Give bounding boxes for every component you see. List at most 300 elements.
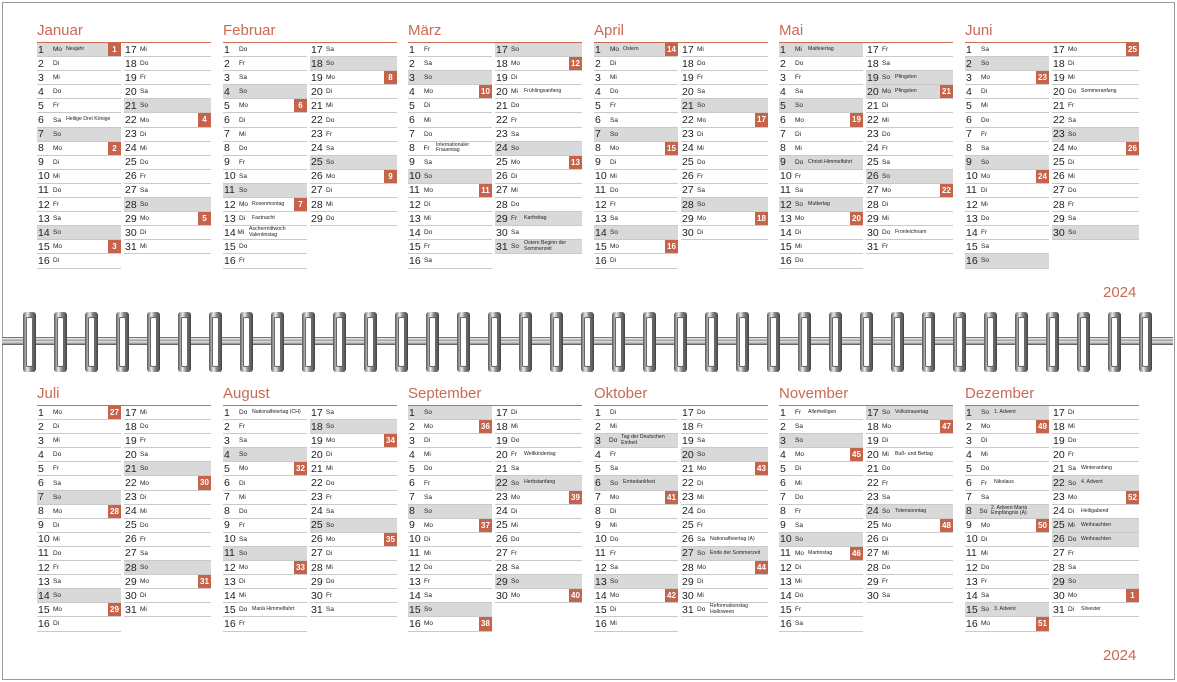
day-number: 5	[780, 99, 786, 112]
day-row	[310, 462, 397, 476]
day-row	[866, 71, 953, 85]
weekday-label: Mo	[326, 74, 336, 82]
weekday-label: Mi	[697, 144, 704, 152]
day-row	[495, 184, 582, 198]
weekday-label: Do	[239, 606, 248, 614]
weekday-label: Do	[697, 409, 706, 417]
day-number: 23	[1053, 128, 1065, 141]
weekday-label: Fr	[239, 158, 246, 166]
week-number-badge: 17	[755, 113, 768, 126]
day-number: 12	[966, 561, 978, 574]
day-row	[310, 406, 397, 420]
weekday-label: Mo	[981, 172, 991, 180]
day-number: 21	[682, 99, 694, 112]
day-row	[594, 505, 678, 519]
month-name: Januar	[37, 22, 83, 39]
day-row	[866, 226, 953, 240]
day-number: 20	[682, 448, 694, 461]
holiday-note: 1. Advent	[994, 408, 1016, 415]
weekday-label: Sa	[140, 88, 148, 96]
day-number: 27	[682, 184, 694, 197]
day-row	[779, 113, 863, 127]
day-number: 16	[224, 254, 236, 267]
day-row	[594, 156, 678, 170]
weekday-label: Do	[326, 578, 335, 586]
month-name: April	[594, 22, 625, 39]
holiday-note: Neujahr	[66, 45, 85, 52]
weekday-label: Di	[1068, 606, 1075, 614]
day-number: 8	[966, 505, 972, 518]
day-row	[594, 240, 678, 254]
day-number: 3	[966, 434, 972, 447]
day-row	[37, 142, 121, 156]
day-number: 24	[311, 505, 323, 518]
spiral-ring	[550, 312, 563, 372]
day-row	[681, 547, 768, 561]
weekday-label: Do	[1068, 437, 1077, 445]
day-row	[681, 57, 768, 71]
weekday-label: Di	[1068, 507, 1075, 515]
weekday-label: Do	[424, 229, 433, 237]
weekday-label: Sa	[239, 437, 247, 445]
day-number: 4	[780, 85, 786, 98]
day-number: 6	[224, 477, 230, 490]
spiral-ring	[1108, 312, 1121, 372]
weekday-label: Sa	[140, 549, 148, 557]
weekday-label: Di	[140, 493, 147, 501]
holiday-note: Nationalfeiertag (A)	[710, 535, 755, 542]
day-number: 1	[38, 43, 44, 56]
holiday-note: Ostern Beginn der Sommerzeit	[524, 240, 567, 252]
spiral-ring	[178, 312, 191, 372]
day-row	[408, 184, 492, 198]
weekday-label: Di	[53, 423, 60, 431]
day-row	[681, 113, 768, 127]
day-number: 10	[966, 533, 978, 546]
day-row	[965, 198, 1049, 212]
day-number: 23	[311, 491, 323, 504]
weekday-label: Di	[610, 60, 617, 68]
day-number: 1	[38, 406, 44, 419]
day-number: 10	[780, 533, 792, 546]
day-row	[1052, 156, 1139, 170]
weekday-label: Di	[326, 186, 333, 194]
weekday-label: So	[610, 578, 618, 586]
day-row	[37, 99, 121, 113]
day-row	[594, 142, 678, 156]
day-number: 3	[224, 71, 230, 84]
day-row	[779, 170, 863, 184]
day-row	[779, 603, 863, 617]
day-number: 8	[224, 505, 230, 518]
weekday-label: Sa	[882, 60, 890, 68]
weekday-label: Mi	[53, 172, 60, 180]
day-number: 25	[682, 519, 694, 532]
day-number: 6	[409, 477, 415, 490]
day-number: 28	[496, 198, 508, 211]
weekday-label: Di	[795, 130, 802, 138]
day-row	[594, 226, 678, 240]
day-row	[1052, 519, 1139, 533]
day-row	[965, 142, 1049, 156]
weekday-label: Mo	[795, 451, 805, 459]
weekday-label: Sa	[981, 46, 989, 54]
weekday-label: Sa	[511, 465, 519, 473]
day-number: 22	[496, 114, 508, 127]
weekday-label: So	[140, 564, 148, 572]
weekday-label: So	[140, 201, 148, 209]
day-number: 30	[496, 226, 508, 239]
day-number: 29	[311, 212, 323, 225]
day-number: 17	[682, 406, 694, 419]
day-number: 9	[409, 156, 415, 169]
day-number: 8	[224, 142, 230, 155]
weekday-label: Fr	[239, 423, 246, 431]
day-number: 29	[682, 575, 694, 588]
day-row	[124, 589, 211, 603]
weekday-label: Mo	[697, 564, 707, 572]
day-row	[594, 128, 678, 142]
day-row	[681, 170, 768, 184]
weekday-label: So	[326, 60, 334, 68]
week-number-badge: 30	[198, 476, 211, 489]
weekday-label: Fr	[423, 144, 430, 152]
day-row	[223, 589, 307, 603]
day-number: 25	[682, 156, 694, 169]
week-number-badge: 42	[665, 589, 678, 602]
month-name: November	[779, 385, 849, 402]
weekday-label: So	[610, 479, 618, 487]
weekday-label: Mo	[1068, 46, 1078, 54]
day-number: 20	[867, 85, 879, 98]
weekday-label: So	[882, 409, 890, 417]
week-number-badge: 50	[1036, 519, 1049, 532]
weekday-label: Sa	[795, 521, 803, 529]
week-number-badge: 10	[479, 85, 492, 98]
weekday-label: Mi	[1068, 74, 1075, 82]
day-number: 16	[966, 617, 978, 630]
day-number: 19	[867, 434, 879, 447]
day-row	[37, 128, 121, 142]
holiday-note: Christi Himmelfahrt	[808, 158, 853, 165]
day-row	[681, 142, 768, 156]
day-row	[681, 85, 768, 99]
weekday-label: Sa	[1068, 465, 1076, 473]
weekday-label: Sa	[981, 243, 989, 251]
day-number: 31	[867, 240, 879, 253]
day-row	[495, 519, 582, 533]
day-row	[124, 85, 211, 99]
day-number: 5	[595, 462, 601, 475]
day-row	[594, 547, 678, 561]
weekday-label: Do	[882, 564, 891, 572]
day-row	[310, 491, 397, 505]
day-row	[124, 156, 211, 170]
days-column-1	[223, 43, 310, 269]
day-number: 10	[409, 533, 421, 546]
weekday-label: So	[697, 549, 705, 557]
holiday-note: Fastnacht	[252, 214, 275, 221]
weekday-label: Mo	[424, 620, 434, 628]
day-number: 7	[966, 491, 972, 504]
day-row	[594, 589, 678, 603]
weekday-label: Mo	[511, 60, 521, 68]
day-number: 24	[125, 142, 137, 155]
weekday-label: Di	[610, 606, 617, 614]
day-number: 4	[595, 448, 601, 461]
day-row	[965, 505, 1049, 519]
weekday-label: So	[511, 479, 519, 487]
day-number: 13	[966, 575, 978, 588]
day-number: 14	[38, 589, 50, 602]
holiday-note: Aschermittwoch Valentinstag	[249, 226, 286, 238]
day-row	[37, 589, 121, 603]
weekday-label: Mi	[697, 592, 704, 600]
day-number: 31	[311, 603, 323, 616]
day-number: 28	[1053, 198, 1065, 211]
day-number: 7	[409, 128, 415, 141]
weekday-label: Fr	[882, 479, 889, 487]
weekday-label: So	[239, 549, 247, 557]
day-number: 14	[966, 226, 978, 239]
day-number: 8	[780, 142, 786, 155]
weekday-label: Mi	[981, 102, 988, 110]
day-row	[124, 184, 211, 198]
day-row	[594, 533, 678, 547]
day-row	[779, 462, 863, 476]
day-row	[408, 420, 492, 434]
weekday-label: Fr	[140, 535, 147, 543]
day-row	[223, 533, 307, 547]
holiday-note: Muttertag	[808, 200, 830, 207]
weekday-label: Fr	[326, 493, 333, 501]
day-number: 18	[311, 420, 323, 433]
weekday-label: Mo	[239, 465, 249, 473]
day-number: 1	[409, 43, 415, 56]
day-row	[223, 547, 307, 561]
week-number-badge: 20	[850, 212, 863, 225]
day-row	[594, 212, 678, 226]
weekday-label: So	[53, 592, 61, 600]
day-number: 25	[867, 519, 879, 532]
day-number: 6	[966, 477, 972, 490]
weekday-label: Sa	[697, 437, 705, 445]
day-number: 11	[409, 547, 420, 560]
weekday-label: Do	[511, 102, 520, 110]
day-number: 28	[1053, 561, 1065, 574]
day-number: 13	[595, 212, 607, 225]
weekday-label: Mi	[239, 592, 246, 600]
weekday-label: Mi	[697, 493, 704, 501]
day-number: 6	[780, 114, 786, 127]
day-row	[37, 198, 121, 212]
day-row	[594, 43, 678, 57]
day-row	[310, 57, 397, 71]
weekday-label: Di	[239, 578, 246, 586]
weekday-label: Do	[610, 186, 619, 194]
day-row	[965, 226, 1049, 240]
day-number: 8	[409, 142, 415, 155]
weekday-label: Mo	[53, 144, 63, 152]
week-number-badge: 22	[940, 184, 953, 197]
day-number: 21	[682, 462, 694, 475]
weekday-label: Do	[140, 60, 149, 68]
day-row	[408, 212, 492, 226]
weekday-label: Mo	[882, 88, 892, 96]
day-number: 5	[966, 462, 972, 475]
day-number: 6	[38, 477, 44, 490]
day-row	[779, 448, 863, 462]
weekday-label: Do	[239, 144, 248, 152]
week-number-badge: 25	[1126, 43, 1139, 56]
day-number: 11	[966, 184, 977, 197]
day-number: 14	[38, 226, 50, 239]
day-row	[408, 113, 492, 127]
day-number: 12	[595, 198, 607, 211]
day-number: 30	[311, 589, 323, 602]
days-column-2	[1052, 43, 1139, 240]
weekday-label: Mo	[326, 437, 336, 445]
day-number: 3	[224, 434, 230, 447]
weekday-label: Mi	[882, 451, 889, 459]
day-number: 1	[224, 43, 230, 56]
day-number: 22	[311, 477, 323, 490]
day-row	[408, 547, 492, 561]
weekday-label: Fr	[239, 257, 246, 265]
day-number: 11	[224, 184, 235, 197]
month-name: Juli	[37, 385, 60, 402]
weekday-label: Mi	[610, 423, 617, 431]
weekday-label: Do	[326, 215, 335, 223]
weekday-label: Mi	[326, 465, 333, 473]
day-number: 5	[224, 99, 230, 112]
day-row	[1052, 505, 1139, 519]
day-number: 24	[867, 142, 879, 155]
day-number: 9	[780, 519, 786, 532]
weekday-label: Fr	[697, 521, 704, 529]
day-row	[866, 85, 953, 99]
holiday-note: Frühlingsanfang	[524, 88, 562, 95]
day-number: 21	[1053, 99, 1065, 112]
day-number: 24	[867, 505, 879, 518]
day-row	[310, 547, 397, 561]
day-row	[681, 533, 768, 547]
day-row	[223, 170, 307, 184]
spiral-ring	[674, 312, 687, 372]
day-number: 2	[38, 420, 44, 433]
day-number: 10	[38, 170, 50, 183]
day-number: 24	[496, 505, 508, 518]
day-row	[1052, 113, 1139, 127]
holiday-note: Silvester	[1081, 606, 1101, 613]
day-number: 17	[311, 406, 323, 419]
day-number: 20	[125, 448, 137, 461]
day-row	[779, 212, 863, 226]
spiral-ring	[829, 312, 842, 372]
day-number: 29	[125, 575, 137, 588]
weekday-label: Mi	[239, 130, 246, 138]
day-number: 15	[224, 240, 236, 253]
day-number: 4	[595, 85, 601, 98]
day-row	[681, 491, 768, 505]
weekday-label: So	[795, 535, 803, 543]
weekday-label: Fr	[53, 564, 60, 572]
day-number: 6	[780, 477, 786, 490]
weekday-label: Sa	[239, 535, 247, 543]
day-row	[965, 406, 1049, 420]
weekday-label: Sa	[326, 409, 334, 417]
weekday-label: Mo	[53, 409, 63, 417]
weekday-label: Fr	[239, 60, 246, 68]
day-row	[408, 254, 492, 268]
day-row	[779, 99, 863, 113]
day-number: 31	[125, 603, 137, 616]
day-row	[495, 505, 582, 519]
day-row	[495, 142, 582, 156]
day-row	[124, 491, 211, 505]
day-row	[779, 561, 863, 575]
weekday-label: Mo	[53, 507, 63, 515]
day-number: 9	[595, 156, 601, 169]
day-row	[779, 198, 863, 212]
holiday-note: Martinstag	[808, 549, 833, 556]
day-row	[495, 170, 582, 184]
day-row	[495, 547, 582, 561]
weekday-label: Mi	[511, 423, 518, 431]
day-row	[594, 71, 678, 85]
day-row	[310, 71, 397, 85]
weekday-label: Mo	[981, 423, 991, 431]
day-number: 30	[496, 589, 508, 602]
day-row	[866, 212, 953, 226]
day-number: 13	[224, 212, 236, 225]
weekday-label: Sa	[981, 493, 989, 501]
day-number: 30	[867, 589, 879, 602]
day-row	[681, 156, 768, 170]
day-row	[779, 519, 863, 533]
day-number: 22	[125, 477, 137, 490]
days-column-2	[495, 43, 582, 254]
weekday-label: Di	[239, 215, 246, 223]
weekday-label: Mi	[795, 578, 802, 586]
day-number: 23	[496, 128, 508, 141]
day-number: 14	[595, 589, 607, 602]
day-number: 18	[867, 420, 879, 433]
day-number: 23	[125, 491, 137, 504]
weekday-label: Do	[511, 437, 520, 445]
day-row	[408, 156, 492, 170]
day-number: 22	[1053, 114, 1065, 127]
day-row	[495, 533, 582, 547]
day-row	[124, 448, 211, 462]
weekday-label: Fr	[795, 606, 802, 614]
day-number: 1	[966, 406, 972, 419]
day-row	[965, 184, 1049, 198]
weekday-label: Mo	[610, 592, 620, 600]
weekday-label: Sa	[1068, 564, 1076, 572]
week-number-badge: 48	[940, 519, 953, 532]
weekday-label: Mo	[610, 493, 620, 501]
days-column-2	[495, 406, 582, 603]
day-row	[223, 99, 307, 113]
day-row	[408, 85, 492, 99]
day-number: 18	[496, 420, 508, 433]
weekday-label: Mo	[511, 493, 521, 501]
day-number: 20	[1053, 85, 1065, 98]
day-row	[965, 561, 1049, 575]
weekday-label: So	[326, 158, 334, 166]
day-number: 12	[224, 561, 236, 574]
